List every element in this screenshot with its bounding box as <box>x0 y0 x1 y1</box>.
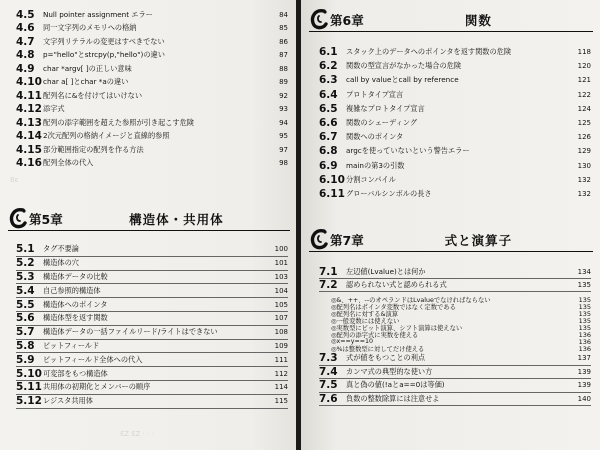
chapter6-title: 関数 <box>464 13 492 28</box>
toc-entry-page: 115 <box>274 397 288 406</box>
toc-entry-number: 6.6 <box>319 117 338 130</box>
chapter7-title: 式と演算子 <box>444 233 513 248</box>
toc-entry <box>16 312 288 326</box>
toc-entry <box>16 8 288 22</box>
toc-entry-title: スタック上のデータへのポインタを返す関数の危険 <box>346 47 512 57</box>
toc-entry-title: 構造体の穴 <box>43 258 79 268</box>
toc-entry <box>16 381 288 395</box>
toc-entry-title: 添字式 <box>43 104 65 114</box>
toc-subentry-title: ◎実数型にビット演算、シフト演算は使えない <box>331 325 463 332</box>
toc-entry-page: 104 <box>274 286 288 295</box>
toc-entry-title: mainの第3の引数 <box>346 160 405 170</box>
toc-entry-number: 4.6 <box>16 22 35 35</box>
toc-entry-page: 93 <box>279 105 288 114</box>
toc-entry <box>319 352 591 366</box>
toc-entry-title: 負数の整数除算には注意せよ <box>346 393 440 403</box>
toc-entry-number: 6.11 <box>319 187 345 200</box>
toc-entry-number: 7.1 <box>319 266 338 278</box>
toc-entry-number: 4.5 <box>16 8 35 21</box>
toc-entry-number: 4.14 <box>16 130 42 143</box>
toc-entry <box>16 76 288 90</box>
toc-entry-page: 100 <box>274 245 288 254</box>
toc-entry-title: 構造体型を返す関数 <box>43 313 108 323</box>
toc-entry-number: 4.10 <box>16 76 42 89</box>
toc-entry-number: 6.4 <box>319 88 338 101</box>
toc-entry-title: call by valueとcall by reference <box>346 75 459 85</box>
toc-entry-page: 132 <box>577 189 591 198</box>
toc-entry-title: カンマ式の典型的な使い方 <box>346 366 433 376</box>
toc-subentry <box>331 345 591 352</box>
toc-entry-title: 同一文字列のメモリへの格納 <box>43 23 137 33</box>
chapter-logo-icon <box>309 7 329 31</box>
toc-entry-title: レジスタ共用体 <box>43 396 93 406</box>
toc-entry-number: 4.9 <box>16 62 35 75</box>
toc-entry-title: 構造体へのポインタ <box>43 299 108 309</box>
toc-subentry <box>331 331 591 338</box>
toc-entry-page: 94 <box>279 118 288 127</box>
toc-entry-number: 6.8 <box>319 145 338 158</box>
toc-entry-number: 6.3 <box>319 74 338 87</box>
chapter-logo-icon <box>309 227 329 251</box>
toc-entry-page: 105 <box>274 300 288 309</box>
toc-entry-page: 112 <box>274 369 288 378</box>
toc-entry-title: タグ不要論 <box>43 244 79 254</box>
toc-entry-number: 6.7 <box>319 131 338 144</box>
toc-entry-page: 132 <box>577 175 591 184</box>
toc-entry-title: 関数へのポインタ <box>346 132 404 142</box>
toc-entry-title: プロトタイプ宣言 <box>346 89 404 99</box>
toc-entry-title: 関数のシェーディング <box>346 118 418 128</box>
toc-entry <box>16 22 288 36</box>
toc-entry-page: 98 <box>279 159 288 168</box>
toc-entry-number: 4.12 <box>16 103 42 116</box>
toc-entry <box>319 102 591 116</box>
toc-subentry-page: 135 <box>578 309 591 318</box>
toc-entry-number: 5.10 <box>16 367 42 380</box>
toc-entry <box>16 116 288 130</box>
toc-entry-title: p="hello"とstrcpy(p,"hello")の違い <box>43 50 165 60</box>
toc-entry-title: 認められない式と認められる式 <box>346 280 447 289</box>
toc-entry-page: 111 <box>274 355 288 364</box>
toc-entry <box>319 366 591 380</box>
toc-entry-title: 左辺値(Lvalue)とは何か <box>346 267 426 276</box>
chapter7-toc-list-a <box>319 266 591 292</box>
toc-entry-number: 5.3 <box>16 270 35 283</box>
toc-subentry-page: 135 <box>578 302 591 311</box>
right-page <box>301 0 600 450</box>
toc-entry-number: 5.11 <box>16 381 42 394</box>
toc-entry-page: 101 <box>274 259 288 268</box>
toc-entry <box>16 298 288 312</box>
chapter6-label: 第6章 <box>330 13 364 28</box>
toc-entry-number: 5.7 <box>16 326 35 339</box>
toc-entry-title: グローバルシンボルの長さ <box>346 188 432 198</box>
toc-entry-page: 85 <box>279 24 288 33</box>
toc-entry <box>319 88 591 102</box>
toc-subentry-title: ◎一般変数には使えない <box>331 318 400 325</box>
toc-entry <box>319 130 591 144</box>
toc-entry <box>16 49 288 63</box>
toc-entry-page: 84 <box>279 10 288 19</box>
toc-entry-title: 部分範囲指定の配列を作る方法 <box>43 144 144 154</box>
toc-entry <box>16 35 288 49</box>
toc-entry-title: char a[ ]とchar *aの違い <box>43 77 129 87</box>
toc-entry-number: 5.1 <box>16 243 35 256</box>
toc-entry-number: 4.15 <box>16 143 42 156</box>
toc-entry-page: 137 <box>577 354 591 363</box>
chapter7-toc-list-b <box>319 352 591 406</box>
chapter5-title: 構造体・共用体 <box>129 212 224 227</box>
toc-entry-page: 89 <box>279 78 288 87</box>
toc-entry-number: 6.1 <box>319 46 338 59</box>
left-page: 4.5 Null pointer assignment エラー 84 4.6 同一文字列のメモリへの格納 85 4.7 文字列リテラルの変更はすべきでない 86 4.8 p="hello"とstrcpy(p,"hello")の違い 87 4.9 char *argv[ ]の正しい意味 88 4.10 char a[ ]とchar *aの違い 89 4.11 配列名に&を付けてはいけない 92 4.12 添字式 93 4.13 配列の添字範囲を超えた参照が引き起こす危険 94 4.14 2次元配列の格納イメージと直線的参照 95 4.15 部分範囲指定の配列を作る方法 97 4.16 配列全体の代入 98 第5章 構造体・共用体 5.1 タグ不要論 100 5.2 構造体の穴 101 5.3 構造体データの比較 103 5.4 自己参照的構造体 104 5.5 構造体へのポインタ 105 5.6 構造体型を返す関数 107 5.7 構造体データの一括ファイルリード/ライトはできない 108 5.8 ビットフィールド 109 5.9 ビットフィールド全体への代入 111 5.10 可変部をもつ構造体 112 5.11 共用体の初期化とメンバーの順序 114 5.12 レジスタ共用体 115 8ε ƐZ ƐZ · · · <box>0 0 296 450</box>
toc-entry <box>319 73 591 87</box>
toc-entry-page: 120 <box>577 62 591 71</box>
toc-entry-title: 可変部をもつ構造体 <box>43 368 108 378</box>
chapter7-label: 第7章 <box>330 233 364 248</box>
toc-entry-page: 108 <box>274 328 288 337</box>
toc-entry <box>16 284 288 298</box>
toc-entry-title: 共用体の初期化とメンバーの順序 <box>43 382 151 392</box>
toc-entry-title: 配列名に&を付けてはいけない <box>43 90 143 100</box>
toc-entry-number: 4.7 <box>16 35 35 48</box>
toc-entry-title: 真と偽の値(!aとa==0は等価) <box>346 380 445 390</box>
toc-subentry-title: ◎%は整数型に対してだけ使える <box>331 346 425 353</box>
toc-subentry-title: ◎x==y==10 <box>331 338 374 345</box>
toc-subentry-page: 136 <box>578 337 591 346</box>
toc-entry <box>16 243 288 257</box>
toc-entry-page: 103 <box>274 272 288 281</box>
toc-entry-title: 構造体データの比較 <box>43 271 108 281</box>
toc-entry-page: 122 <box>577 90 591 99</box>
toc-subentry-title: ◎&、++、--のオペランドはLvalueでなければならない <box>331 297 491 304</box>
toc-subentry-title: ◎配列名はポインタ変数ではなく定数である <box>331 304 456 311</box>
toc-entry-number: 5.12 <box>16 395 42 408</box>
toc-entry <box>16 157 288 171</box>
toc-entry-page: 88 <box>279 64 288 73</box>
toc-entry-title: argcを使っていないという警告エラー <box>346 146 470 156</box>
chapter6-header <box>309 6 593 32</box>
toc-entry <box>16 326 288 340</box>
chapter5-label: 第5章 <box>29 212 63 227</box>
toc-entry-page: 92 <box>279 91 288 100</box>
toc-entry-title: 構造体データの一括ファイルリード/ライトはできない <box>43 327 218 337</box>
toc-entry-page: 97 <box>279 145 288 154</box>
toc-entry-page: 140 <box>577 394 591 403</box>
chapter6-toc-list <box>319 45 591 201</box>
toc-entry-title: 分割コンパイル <box>346 174 396 184</box>
toc-entry-number: 5.9 <box>16 353 35 366</box>
toc-entry-title: 式が値をもつことの利点 <box>346 353 426 363</box>
toc-entry-title: 配列全体の代入 <box>43 158 94 168</box>
toc-entry-page: 114 <box>274 383 288 392</box>
toc-entry-number: 6.5 <box>319 102 338 115</box>
toc-entry <box>16 353 288 367</box>
toc-entry <box>319 187 591 201</box>
chapter5-toc-list <box>16 243 288 409</box>
toc-entry-number: 5.6 <box>16 312 35 325</box>
toc-entry-page: 109 <box>274 341 288 350</box>
toc-entry-number: 6.2 <box>319 60 338 73</box>
toc-entry-number: 6.10 <box>319 173 345 186</box>
toc-entry-page: 130 <box>577 161 591 170</box>
toc-subentry-page: 135 <box>578 295 591 304</box>
toc-subentry-title: ◎配列名に対する&演算 <box>331 311 399 318</box>
toc-entry-title: 2次元配列の格納イメージと直線的参照 <box>43 131 170 141</box>
toc-entry-page: 139 <box>577 367 591 376</box>
toc-subentry-page: 136 <box>578 330 591 339</box>
toc-entry-title: 文字列リテラルの変更はすべきでない <box>43 36 165 46</box>
toc-entry-number: 5.8 <box>16 339 35 352</box>
toc-entry-number: 4.8 <box>16 49 35 62</box>
toc-entry-number: 7.3 <box>319 352 338 365</box>
chapter-logo-icon <box>8 206 28 230</box>
toc-entry-number: 4.11 <box>16 89 42 102</box>
toc-entry-title: 自己参照的構造体 <box>43 285 101 295</box>
toc-entry-number: 7.2 <box>319 279 338 291</box>
toc-entry-title: 関数の型宣言がなかった場合の危険 <box>346 61 462 71</box>
toc-entry <box>319 59 591 73</box>
toc-entry <box>319 45 591 59</box>
toc-entry <box>319 116 591 130</box>
toc-entry <box>16 257 288 271</box>
toc-entry-page: 134 <box>577 268 591 276</box>
toc-entry <box>16 367 288 381</box>
toc-entry-number: 7.4 <box>319 365 338 378</box>
toc-entry-page: 129 <box>577 147 591 156</box>
toc-entry-number: 4.16 <box>16 157 42 170</box>
toc-entry <box>16 89 288 103</box>
toc-entry-title: ビットフィールド <box>43 340 100 350</box>
toc-entry <box>319 379 591 393</box>
toc-entry <box>16 103 288 117</box>
toc-entry-title: 複雑なプロトタイプ宣言 <box>346 103 425 113</box>
toc-subentry-page: 135 <box>578 316 591 325</box>
toc-entry <box>16 143 288 157</box>
toc-entry-page: 125 <box>577 119 591 128</box>
toc-entry <box>319 159 591 173</box>
toc-entry <box>16 62 288 76</box>
toc-entry-page: 87 <box>279 51 288 60</box>
toc-entry-page: 86 <box>279 37 288 46</box>
toc-entry <box>319 393 591 407</box>
toc-entry-page: 107 <box>274 314 288 323</box>
chapter4-toc-list <box>16 8 288 170</box>
toc-entry-number: 5.4 <box>16 284 35 297</box>
toc-entry-page: 135 <box>577 281 591 289</box>
toc-entry <box>16 340 288 354</box>
toc-subentry-page: 135 <box>578 323 591 332</box>
toc-entry <box>16 271 288 285</box>
toc-entry <box>319 266 591 279</box>
toc-entry-page: 95 <box>279 132 288 141</box>
chapter5-header <box>8 205 290 231</box>
toc-entry-page: 126 <box>577 133 591 142</box>
toc-entry-number: 7.6 <box>319 392 338 405</box>
toc-entry-title: 配列の添字範囲を超えた参照が引き起こす危険 <box>43 117 194 127</box>
toc-entry-number: 4.13 <box>16 116 42 129</box>
toc-entry-page: 124 <box>577 104 591 113</box>
chapter7-header <box>309 226 593 252</box>
toc-entry <box>319 144 591 158</box>
toc-entry <box>319 279 591 292</box>
chapter7-subsection-list <box>331 296 591 352</box>
toc-subentry-page: 136 <box>578 344 591 353</box>
toc-entry <box>319 173 591 187</box>
toc-entry-title: char *argv[ ]の正しい意味 <box>43 63 132 73</box>
toc-entry-number: 6.9 <box>319 159 338 172</box>
toc-entry-title: ビットフィールド全体への代入 <box>43 354 143 364</box>
toc-entry-page: 121 <box>577 76 591 85</box>
toc-subentry-title: ◎配列の添字式に実数を使える <box>331 332 419 339</box>
toc-entry-number: 5.2 <box>16 257 35 270</box>
toc-entry <box>16 395 288 409</box>
toc-entry <box>16 130 288 144</box>
toc-entry-page: 139 <box>577 381 591 390</box>
toc-entry-title: Null pointer assignment エラー <box>43 9 153 19</box>
toc-entry-number: 5.5 <box>16 298 35 311</box>
toc-entry-number: 7.5 <box>319 379 338 392</box>
toc-entry-page: 118 <box>577 48 591 57</box>
